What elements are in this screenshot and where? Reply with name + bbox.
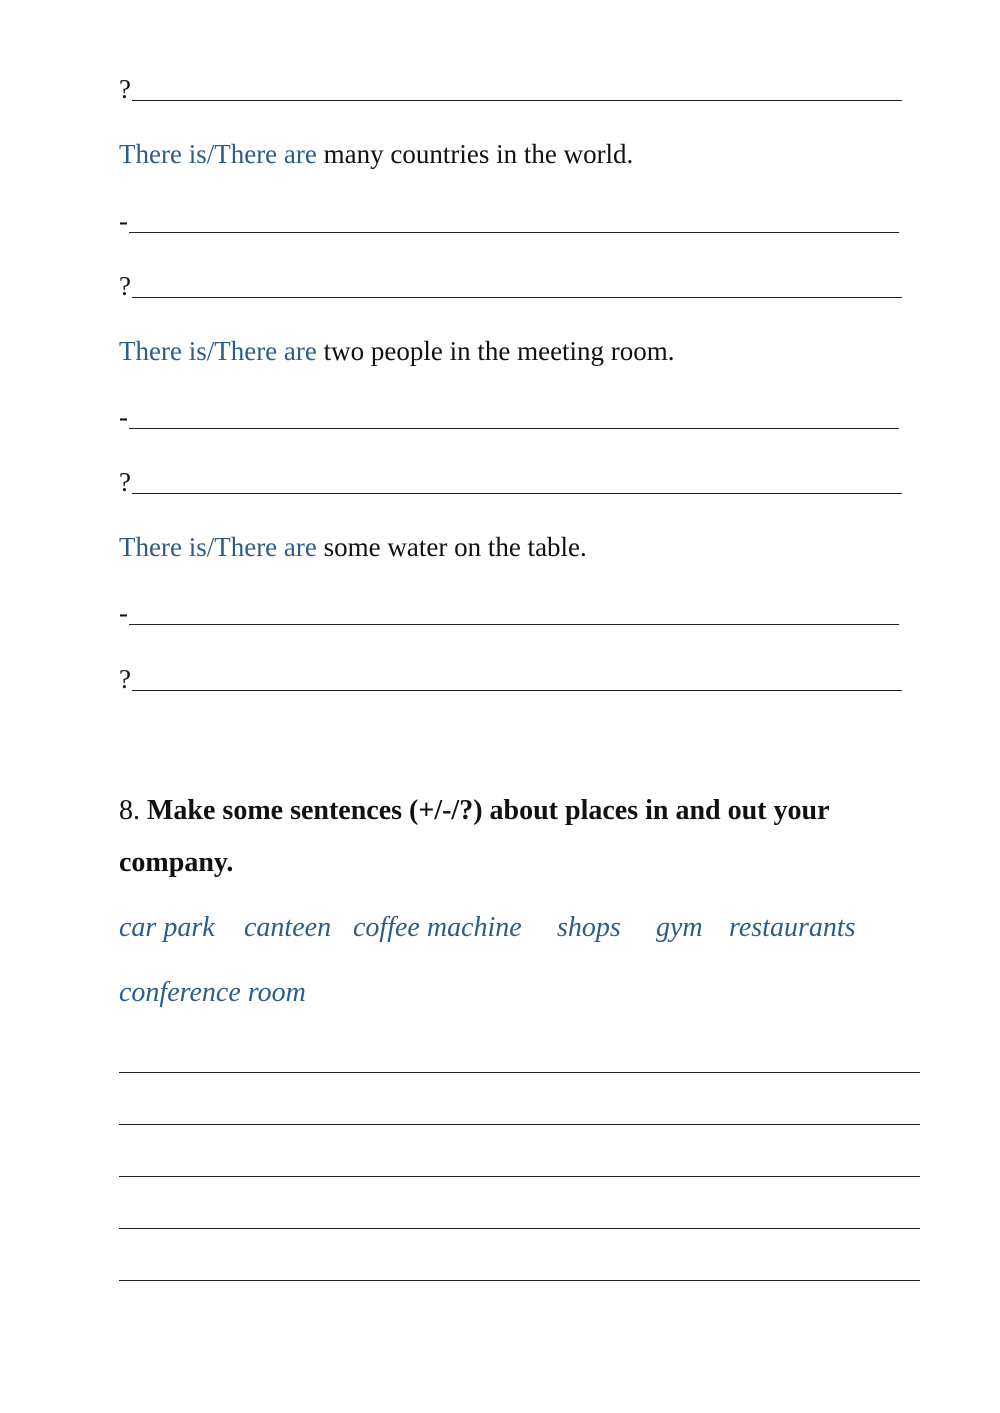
line-mark: - xyxy=(119,206,128,236)
task-number: 8. xyxy=(119,795,140,826)
vocab-word: shops xyxy=(557,912,621,943)
vocab-word: coffee machine xyxy=(353,912,522,943)
answer-line-negative[interactable] xyxy=(119,402,899,432)
answer-rule[interactable] xyxy=(132,100,902,101)
writing-line[interactable] xyxy=(119,1072,920,1073)
answer-rule[interactable] xyxy=(132,690,902,691)
exercise-rest: some water on the table. xyxy=(316,532,587,562)
exercise-sentence xyxy=(119,336,675,366)
answer-line-question[interactable] xyxy=(119,664,902,694)
exercise-sentence xyxy=(119,532,587,562)
answer-rule[interactable] xyxy=(129,624,899,625)
task-title-line2: company. xyxy=(119,847,234,878)
vocab-word: restaurants xyxy=(729,912,856,943)
vocab-word: car park xyxy=(119,912,215,943)
writing-line[interactable] xyxy=(119,1280,920,1281)
exercise-prompt: There is/There are xyxy=(119,139,317,169)
exercise-rest: two people in the meeting room. xyxy=(316,336,675,366)
vocabulary-row xyxy=(119,912,899,944)
answer-rule[interactable] xyxy=(129,428,899,429)
line-mark: ? xyxy=(119,467,131,497)
answer-line-question[interactable] xyxy=(119,271,902,301)
answer-rule[interactable] xyxy=(132,297,902,298)
answer-line-question[interactable] xyxy=(119,467,902,497)
exercise-sentence xyxy=(119,139,633,169)
vocab-word: conference room xyxy=(119,977,306,1008)
vocab-word: gym xyxy=(656,912,703,943)
answer-rule[interactable] xyxy=(132,493,902,494)
answer-line-question[interactable] xyxy=(119,74,902,104)
writing-line[interactable] xyxy=(119,1228,920,1229)
exercise-prompt: There is/There are xyxy=(119,336,317,366)
line-mark: - xyxy=(119,402,128,432)
line-mark: ? xyxy=(119,74,131,104)
line-mark: - xyxy=(119,598,128,628)
writing-line[interactable] xyxy=(119,1176,920,1177)
answer-line-negative[interactable] xyxy=(119,598,899,628)
answer-line-negative[interactable] xyxy=(119,206,899,236)
task-title-line1: Make some sentences (+/-/?) about places in and out your xyxy=(147,795,830,826)
line-mark: ? xyxy=(119,271,131,301)
writing-line[interactable] xyxy=(119,1124,920,1125)
task-heading xyxy=(119,796,830,826)
exercise-rest: many countries in the world. xyxy=(316,139,634,169)
answer-rule[interactable] xyxy=(129,232,899,233)
exercise-prompt: There is/There are xyxy=(119,532,317,562)
task-heading-cont xyxy=(119,848,233,878)
line-mark: ? xyxy=(119,664,131,694)
vocab-word: canteen xyxy=(244,912,332,943)
